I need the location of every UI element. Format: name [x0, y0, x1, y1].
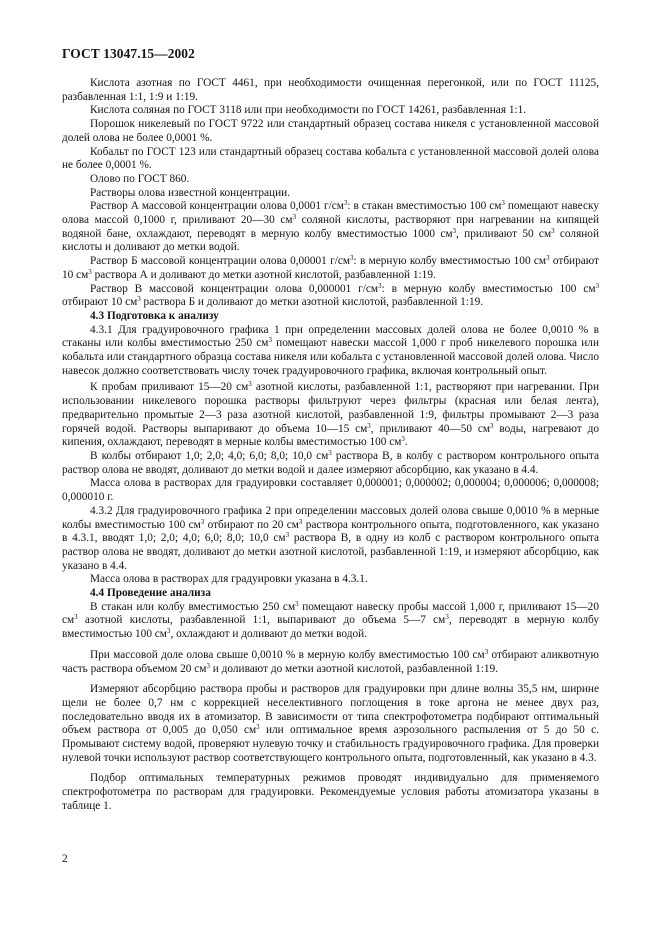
paragraph: 4.3.2 Для градуировочного графика 2 при определении массовых долей олова свыше 0,0010 % в мерные колбы вместимостью 100 $см^3$ отбирают по 20 $см^3$ раствора контрольного опыта, подготовленного, как указано в 4.3.1, вводят 1,0; 2,0; 4,0; 6,0; 8,0; 10,0 $см^3$ раствора В, в одну из колб с раствором контрольного опыта раствор олова не вводят, доливают до метки азотной кислотой, разбавленной 1:19, и измеряют абсорбцию, как указано в 4.4. — [62, 504, 599, 572]
paragraph: Раствор А массовой концентрации олова 0,0001 $г/см^3$: в стакан вместимостью 100 $см^3$ помещают навеску олова массой 0,1000 г, приливают 20—30 $см^3$ соляной кислоты, растворяют при нагревании на кипящей водяной бане, охлаждают, переводят в мерную колбу вместимостью 1000 $см^3$, приливают 50 $см^3$ соляной кислоты и доливают до метки водой. — [62, 199, 600, 254]
paragraph: В колбы отбирают 1,0; 2,0; 4,0; 6,0; 8,0; 10,0 $см^3$ раствора В, в колбу с раствором контрольного опыта раствор олова не вводят, доливают до метки водой и далее измеряют абсорбцию, как указано в 4.4. — [62, 448, 599, 476]
section-heading-4-4: 4.4 Проведение анализа — [90, 587, 211, 600]
document-header: ГОСТ 13047.15—2002 — [62, 46, 195, 61]
paragraph: Масса олова в растворах для градуировки составляет 0,000001; 0,000002; 0,000004; 0,000006; 0,000008; 0,000010 г. — [62, 477, 599, 504]
paragraph: Измеряют абсорбцию раствора пробы и растворов для градуировки при длине волны 35,5 нм, ширине щели не более 0,7 нм с коррекцией неселективного поглощения в токе аргона не менее двух раз, последовательно вводя их в атомизатор. В зависимости от типа спектрофотометра подбирают оптимальный объем раствора от 0,005 до 0,050 $см^3$ или оптимальное время аэрозольного распыления от 5 до 50 с. Промывают систему водой, проверяют нулевую точку и стабильность градуировочного графика. Для проверки нулевой точки используют раствор соответствующего контрольного опыта, подготовленный, как указано в 4.3. — [62, 683, 599, 764]
paragraph: 4.3.1 Для градуировочного графика 1 при определении массовых долей олова не более 0,0010 % в стаканы или колбы вместимостью 250 $см^3$ помещают навески массой 1,000 г проб никелевого порошка или кобальта или стандартного образца состава никеля или кобальта с установленной массовой долей олова. Число навесок должно соответствовать числу точек градуировочного графика, включая контрольный опыт. — [62, 323, 599, 377]
paragraph: Олово по ГОСТ 860. — [90, 172, 190, 185]
paragraph: В стакан или колбу вместимостью 250 $см^3$ помещают навеску пробы массой 1,000 г, приливают 15—20 $см^3$ азотной кислоты, разбавленной 1:1, выпаривают до объема 5—7 $см^3$, переводят в мерную колбу вместимостью 100 $см^3$, охлаждают и доливают до метки водой. — [62, 599, 599, 641]
paragraph: К пробам приливают 15—20 $см^3$ азотной кислоты, разбавленной 1:1, растворяют при нагревании. При использовании никелевого порошка растворы фильтруют через фильтры (красная или белая лента), предварительно промытые 2—3 раза азотной кислотой, разбавленной 1:9, фильтры промывают 2—3 раза горячей водой. Растворы выпаривают до объема 10—15 $см^3$, приливают 40—50 $см^3$ воды, нагревают до кипения, охлаждают, переводят в мерные колбы вместимостью 100 $см^3$. — [62, 380, 599, 449]
paragraph: Кобальт по ГОСТ 123 или стандартный образец состава кобальта с установленной массовой долей олова не более 0,0001 %. — [62, 145, 599, 172]
paragraph: Раствор В массовой концентрации олова 0,000001 $г/см^3$: в мерную колбу вместимостью 100 $см^3$ отбирают 10 $см^3$ раствора Б и доливают до метки азотной кислотой, разбавленной 1:19. — [62, 281, 599, 309]
paragraph: Раствор Б массовой концентрации олова 0,00001 $г/см^3$: в мерную колбу вместимостью 100 $см^3$ отбирают 10 $см^3$ раствора А и доливают до метки азотной кислотой, разбавленной 1:19. — [62, 254, 599, 281]
paragraph: Растворы олова известной концентрации. — [90, 186, 291, 199]
document-body — [62, 77, 599, 814]
paragraph: Масса олова в растворах для градуировки указана в 4.3.1. — [90, 573, 368, 586]
paragraph: Порошок никелевый по ГОСТ 9722 или стандартный образец состава никеля с установленной массовой долей олова не более 0,0001 %. — [62, 118, 599, 144]
paragraph: Подбор оптимальных температурных режимов проводят индивидуально для применяемого спектрофотометра по растворам для градуировки. Рекомендуемые условия работы атомизатора указаны в таблице 1. — [62, 772, 599, 812]
paragraph: При массовой доле олова свыше 0,0010 % в мерную колбу вместимостью 100 $см^3$ отбирают аликвотную часть раствора объемом 20 $см^3$ и доливают до метки азотной кислотой, разбавленной 1:19. — [62, 647, 600, 675]
paragraph: Кислота азотная по ГОСТ 4461, при необходимости очищенная перегонкой, или по ГОСТ 11125, разбавленная 1:1, 1:9 и 1:19. — [62, 77, 599, 103]
paragraph: Кислота соляная по ГОСТ 3118 или при необходимости по ГОСТ 14261, разбавленная 1:1. — [90, 104, 527, 117]
page-number: 2 — [62, 853, 68, 865]
section-heading-4-3: 4.3 Подготовка к анализу — [90, 309, 219, 322]
